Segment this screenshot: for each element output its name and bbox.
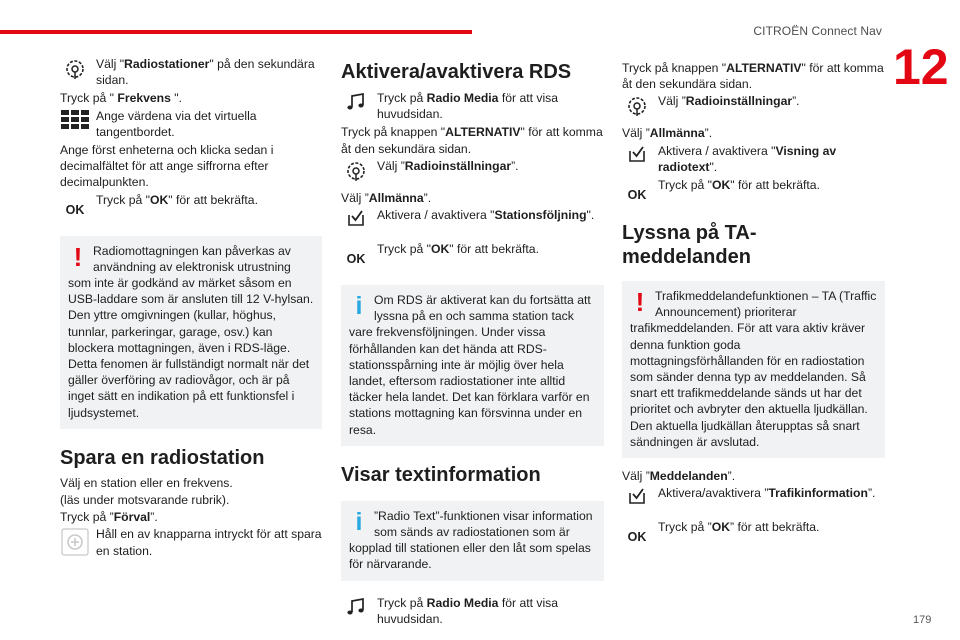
instruction-general: Välj ”Allmänna”.	[341, 190, 432, 205]
step-radiotext-display: Aktivera / avaktivera "Visning av radiotext".	[622, 143, 885, 175]
step-hold-button: Håll en av knapparna intryckt för att spara en station.	[60, 526, 322, 558]
warning-exclamation-icon: !	[73, 241, 83, 272]
step-radio-settings: Välj ”Radioinställningar”.	[622, 93, 885, 123]
instruction-decimal: Ange först enheterna och klicka sedan i decimalfältet för att ange siffrorna efter decimalpunkten.	[60, 143, 274, 190]
info-note-radio-text: i ”Radio Text”-funktionen visar information som sänds av radiostationen som är kopplad till stationen eller den låt som spelas för närvarande.	[341, 501, 604, 581]
section-heading-save-station: Spara en radiostation	[60, 446, 265, 469]
warning-note-reception: ! Radiomottagningen kan påverkas av användning av elektronisk utrustning som inte är godkänd av märket såsom en USB-laddare som är ansluten till 12 V-hylsan. Den yttre omgivningen (kullar, höghus, tunnlar, parkeringar, garage, osv.) kan blockera mottagningen, även i RDS-läge. Detta fenomen är fullständigt normalt när det gäller överföring av radiovågor, och är på inget sätt en indikation på ett funktionsfel i ljudsystemet.	[60, 236, 322, 429]
step-confirm-ok: OK Tryck på ”OK” för att bekräfta.	[622, 519, 885, 549]
music-note-icon	[341, 597, 371, 623]
column-1	[60, 56, 322, 561]
settings-gear-icon	[622, 95, 652, 121]
section-heading-ta: Lyssna på TA-meddelanden	[622, 222, 757, 269]
checkbox-icon	[341, 209, 371, 235]
section-heading-text-info: Visar textinformation	[341, 463, 541, 486]
section-heading-rds: Aktivera/avaktivera RDS	[341, 61, 572, 83]
chapter-number: 12	[893, 39, 949, 95]
step-radio-media: Tryck på Radio Media för att visa huvudsidan.	[341, 90, 604, 122]
music-note-icon	[341, 92, 371, 118]
step-traffic-info: Aktivera/avaktivera ”Trafikinformation”.	[622, 485, 885, 515]
step-radio-media: Tryck på Radio Media för att visa huvudsidan.	[341, 595, 604, 627]
settings-gear-icon	[60, 58, 90, 84]
instruction-select-station: Välj en station eller en frekvens.	[60, 475, 233, 490]
step-select-stations: Välj "Radiostationer" på den sekundära sidan.	[60, 56, 322, 88]
settings-gear-icon	[341, 160, 371, 186]
keypad-icon	[60, 110, 90, 136]
info-note-rds: i Om RDS är aktiverat kan du fortsätta att lyssna på en och samma station tack vare frekvensföljningen. Under vissa förhållanden kan det hända att RDS-stationsspårning inte är möjlig över hela landet, eftersom radiostationer inte alltid täcker hela landet. Det kan förklara varför en stations mottagning kan försvinna under en resa.	[341, 285, 604, 446]
column-2	[341, 56, 604, 629]
step-confirm-ok: OK Tryck på "OK" för att bekräfta.	[622, 177, 885, 207]
info-icon: i	[355, 507, 363, 536]
instruction-options: Tryck på knappen "ALTERNATIV" för att komma åt den sekundära sidan.	[622, 61, 884, 92]
instruction-messages: Välj ”Meddelanden”.	[622, 469, 736, 484]
checkbox-icon	[622, 145, 652, 171]
instruction-general: Välj ”Allmänna”.	[622, 126, 713, 141]
step-radio-settings: Välj ”Radioinställningar”.	[341, 158, 604, 188]
ok-icon: OK	[627, 530, 647, 545]
instruction-see-heading: (läs under motsvarande rubrik).	[60, 493, 230, 508]
warning-exclamation-icon: !	[635, 287, 645, 318]
ok-icon: OK	[627, 188, 647, 203]
step-station-following: Aktivera / avaktivera "Stationsföljning".	[341, 207, 604, 237]
instruction-frequency: Tryck på " Frekvens ".	[60, 91, 183, 106]
step-confirm-ok: OK Tryck på "OK" för att bekräfta.	[341, 241, 604, 271]
header-accent-bar	[0, 30, 472, 34]
checkbox-icon	[622, 487, 652, 513]
page-number: 179	[913, 614, 932, 626]
warning-note-ta: ! Trafikmeddelandefunktionen – TA (Traffic Announcement) prioriterar trafikmeddelanden. För att vara aktiv kräver denna funktion goda mottagningsförhållanden för en radiostation som sänder denna typ av meddelanden. Så snart ett trafikmeddelande sänds ut har det prioritet och avbryter den aktuella ljudkällan. Den aktuella ljudkällan återupptas så snart sändningen är avslutad.	[622, 281, 885, 458]
instruction-options: Tryck på knappen "ALTERNATIV" för att komma åt den sekundära sidan.	[341, 125, 603, 156]
step-confirm-ok: OK Tryck på "OK" för att bekräfta.	[60, 192, 322, 222]
info-icon: i	[355, 292, 363, 321]
column-3	[622, 56, 885, 551]
instruction-preset: Tryck på ”Förval”.	[60, 510, 158, 525]
running-header: CITROËN Connect Nav	[753, 24, 882, 38]
step-virtual-keyboard: Ange värdena via det virtuella tangentbordet.	[60, 108, 322, 140]
ok-icon: OK	[346, 252, 366, 267]
add-preset-icon	[60, 528, 90, 554]
ok-icon: OK	[65, 202, 85, 217]
